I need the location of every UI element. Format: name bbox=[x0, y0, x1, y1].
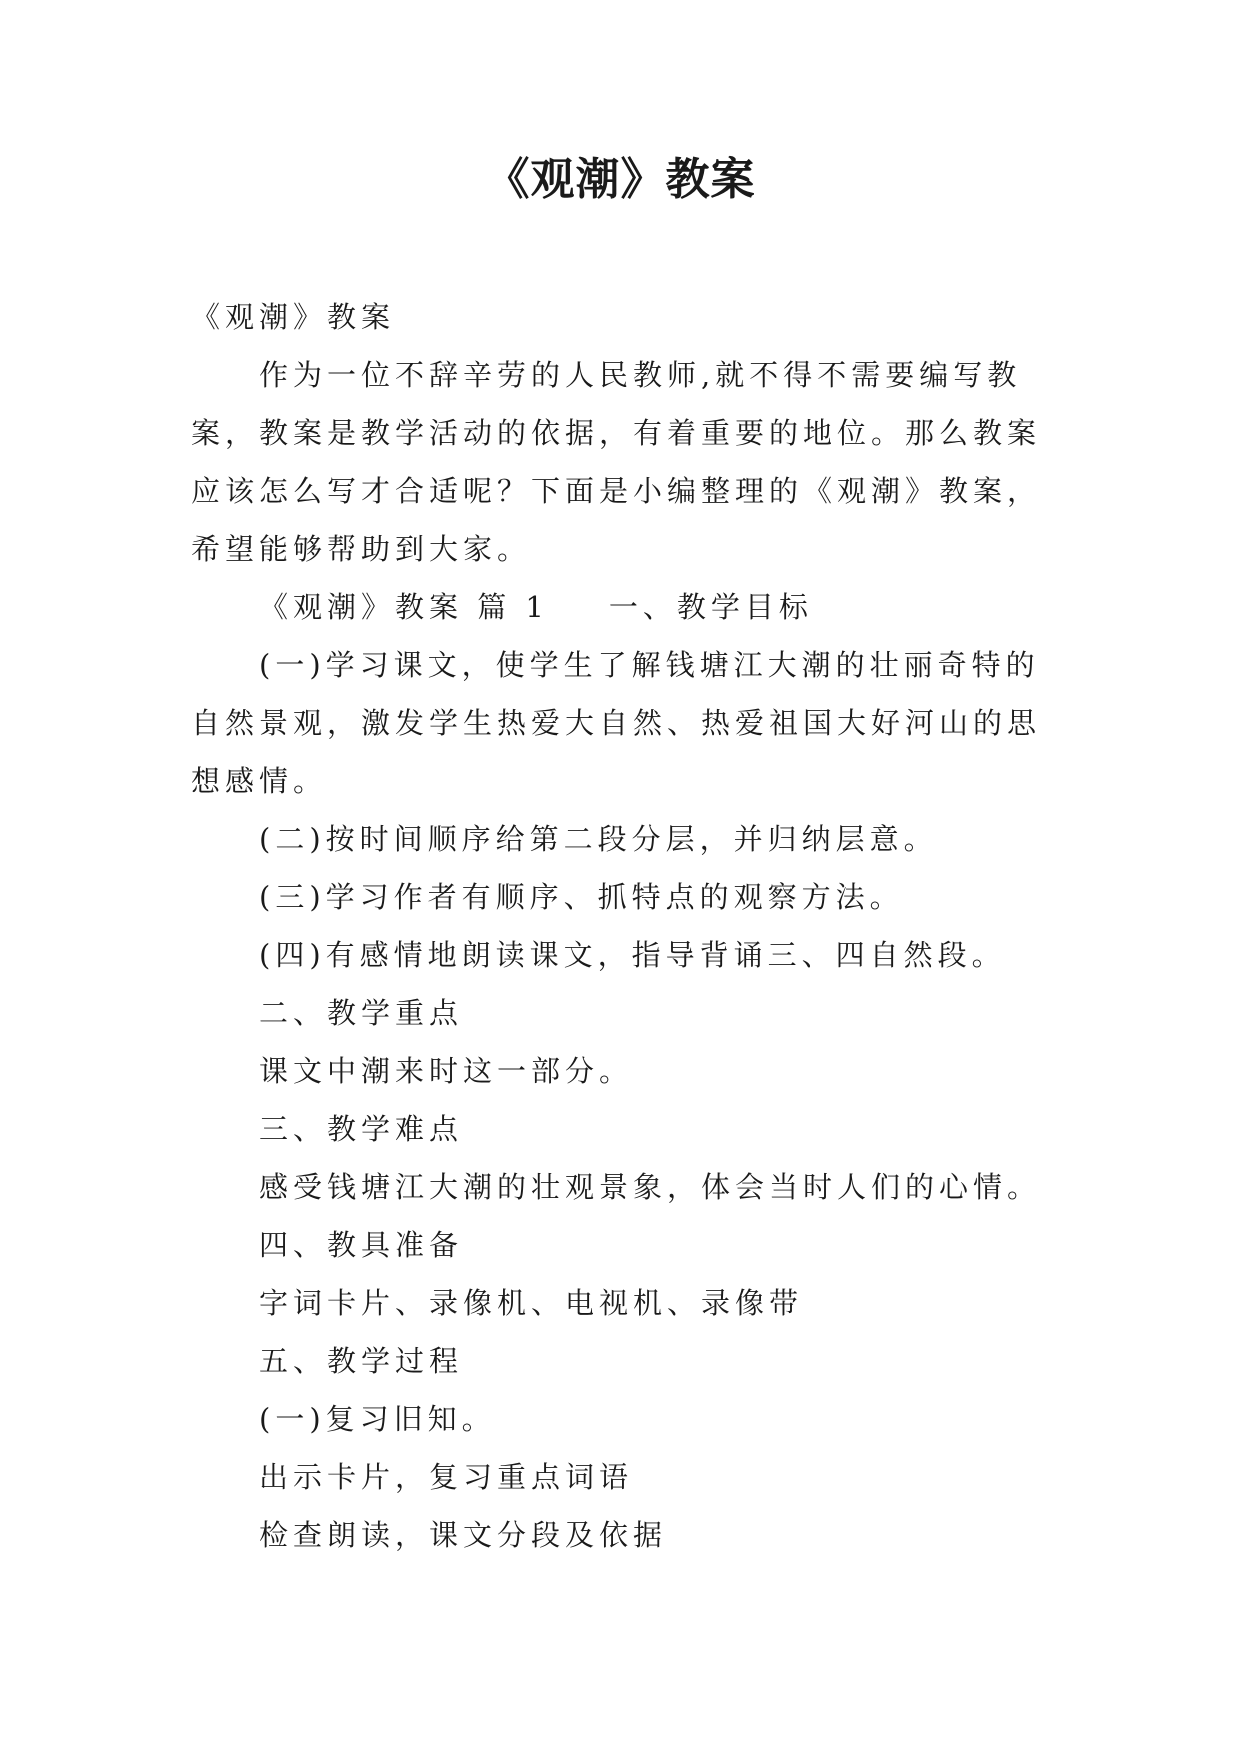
goal-3: (三)学习作者有顺序、抓特点的观察方法。 bbox=[259, 880, 904, 914]
process-line-1: 出示卡片，复习重点词语 bbox=[259, 1460, 634, 1494]
goal-4: (四)有感情地朗读课文，指导背诵三、四自然段。 bbox=[259, 938, 1006, 972]
focus-heading: 二、教学重点 bbox=[259, 996, 464, 1030]
goal-2: (二)按时间顺序给第二段分层，并归纳层意。 bbox=[259, 822, 938, 856]
difficulty-heading: 三、教学难点 bbox=[259, 1112, 464, 1146]
difficulty-text: 感受钱塘江大潮的壮观景象，体会当时人们的心情。 bbox=[259, 1170, 1042, 1204]
document-subtitle: 《观潮》教案 bbox=[191, 300, 396, 334]
intro-paragraph: 作为一位不辞辛劳的人民教师,就不得不需要编写教案，教案是教学活动的依据，有着重要的地位。那么教案应该怎么写才合适呢？下面是小编整理的《观潮》教案，希望能够帮助到大家。 bbox=[191, 358, 1042, 566]
section-heading-part1: 《观潮》教案 篇 1 bbox=[259, 590, 549, 624]
process-line-2: 检查朗读，课文分段及依据 bbox=[259, 1518, 668, 1552]
section-heading-part2: 一、教学目标 bbox=[608, 590, 813, 624]
section-heading-line bbox=[191, 578, 1049, 636]
focus-text: 课文中潮来时这一部分。 bbox=[259, 1054, 634, 1088]
process-heading: 五、教学过程 bbox=[259, 1344, 464, 1378]
tools-text: 字词卡片、录像机、电视机、录像带 bbox=[259, 1286, 804, 1320]
tools-heading: 四、教具准备 bbox=[259, 1228, 464, 1262]
document-title: 《观潮》教案 bbox=[485, 154, 756, 205]
document-body bbox=[191, 288, 1049, 1564]
process-step-1: (一)复习旧知。 bbox=[259, 1402, 496, 1436]
goal-1: (一)学习课文，使学生了解钱塘江大潮的壮丽奇特的自然景观，激发学生热爱大自然、热爱祖国大好河山的思想感情。 bbox=[191, 648, 1042, 798]
